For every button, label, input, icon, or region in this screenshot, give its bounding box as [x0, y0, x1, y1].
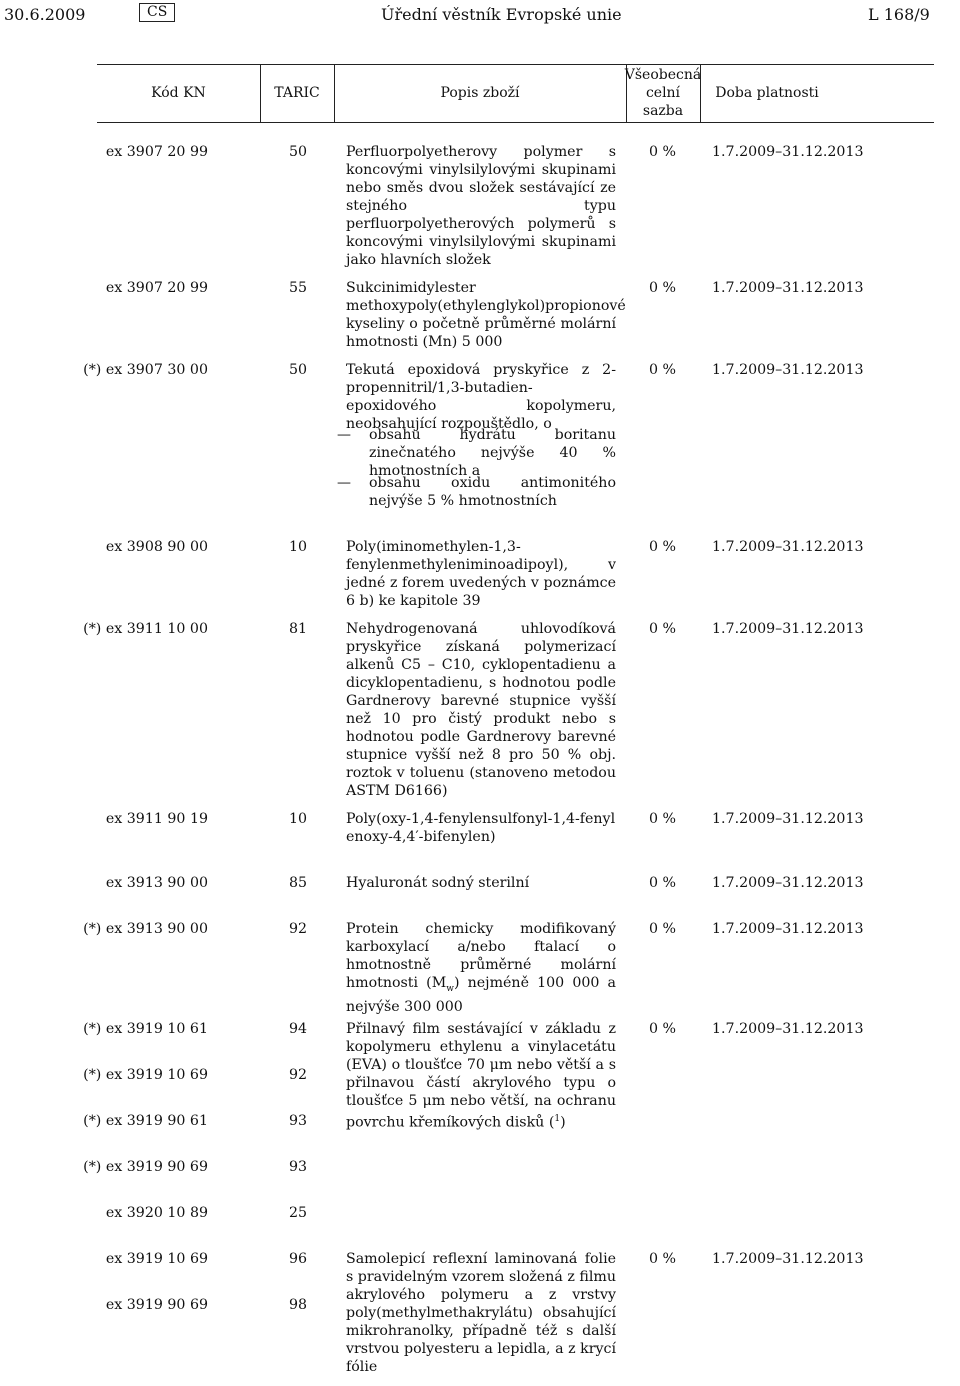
duty-rate: 0 %: [649, 921, 677, 937]
taric-code: 10: [289, 539, 308, 555]
duty-rate: 0 %: [649, 280, 677, 296]
duty-rate: 0 %: [649, 1251, 677, 1267]
kn-code: ex 3907 20 99: [105, 280, 208, 296]
kn-code: ex 3907 20 99: [105, 144, 208, 160]
kn-code: (*) ex 3919 10 69: [83, 1067, 208, 1083]
kn-code: ex 3919 10 69: [105, 1251, 208, 1267]
column-header-duty-rate: Všeobecná celní sazba: [624, 67, 702, 119]
page-number: L 168/9: [868, 5, 930, 24]
goods-description: Tekutá epoxidová pryskyřice z 2-propennitril/1,3-butadien-epoxidového kopolymeru, neobsahující rozpouštědlo, o: [346, 362, 616, 432]
goods-description: Perfluorpolyetherovy polymer s koncovými vinylsilylovými skupinami nebo směs dvou složek sestávající ze stejného typu perfluorpolyetherových polymerů s koncovými vinylsilylovými skupinami jako hlavních složek: [346, 144, 616, 268]
validity-period: 1.7.2009–31.12.2013: [712, 144, 864, 160]
taric-code: 81: [289, 621, 308, 637]
column-header-kn: Kód KN: [151, 85, 206, 101]
kn-code: ex 3911 90 19: [105, 811, 208, 827]
taric-code: 94: [289, 1021, 308, 1037]
taric-code: 55: [289, 280, 308, 296]
goods-description: Přilnavý film sestávající v základu z kopolymeru ethylenu a vinylacetátu (EVA) o tloušťce 70 μm nebo větší a s přilnavou částí akrylového typu o tloušťce 5 μm nebo větší, na ochranu povrchu křemíkových disků ($^1$): [346, 1021, 616, 1131]
taric-code: 92: [289, 1067, 308, 1083]
publication-date: 30.6.2009: [4, 5, 86, 24]
validity-period: 1.7.2009–31.12.2013: [712, 1021, 864, 1037]
kn-code: ex 3920 10 89: [105, 1205, 208, 1221]
dash-bullet: —: [337, 427, 351, 443]
taric-code: 93: [289, 1113, 308, 1129]
goods-description: Sukcinimidylester methoxypoly(ethylenglykol)propionové kyseliny o početně průměrné molární hmotnosti (Mn) 5 000: [346, 280, 626, 350]
duty-rate: 0 %: [649, 1021, 677, 1037]
kn-code: ex 3919 90 69: [105, 1297, 208, 1313]
column-header-taric: TARIC: [274, 85, 320, 101]
duty-rate: 0 %: [649, 875, 677, 891]
description-item: obsahu hydrátu boritanu zinečnatého nejvýše 40 % hmotnostních a: [369, 427, 616, 479]
goods-description: Poly(oxy-1,4-fenylensulfonyl-1,4-fenylenoxy-4,4′-bifenylen): [346, 811, 616, 845]
dash-bullet: —: [337, 475, 351, 491]
kn-code: (*) ex 3919 10 61: [83, 1021, 208, 1037]
goods-description: Poly(iminomethylen-1,3-fenylenmethyleniminoadipoyl), v jedné z forem uvedených v poznámce 6 b) ke kapitole 39: [346, 539, 616, 609]
validity-period: 1.7.2009–31.12.2013: [712, 362, 864, 378]
validity-period: 1.7.2009–31.12.2013: [712, 1251, 864, 1267]
description-item: obsahu oxidu antimonitého nejvýše 5 % hmotnostních: [369, 475, 616, 509]
taric-code: 93: [289, 1159, 308, 1175]
kn-code: (*) ex 3911 10 00: [83, 621, 208, 637]
duty-rate: 0 %: [649, 621, 677, 637]
goods-description: Samolepicí reflexní laminovaná folie s pravidelným vzorem složená z filmu akrylového polymeru a z vrstvy poly(methylmethakrylátu) obsahující mikrohranolky, případně též s další vrstvou polyesteru a lepidla, a z krycí fólie: [346, 1251, 616, 1375]
taric-code: 96: [289, 1251, 308, 1267]
taric-code: 92: [289, 921, 308, 937]
journal-title: Úřední věstník Evropské unie: [381, 5, 622, 24]
taric-code: 50: [289, 144, 308, 160]
taric-code: 25: [289, 1205, 308, 1221]
validity-period: 1.7.2009–31.12.2013: [712, 875, 864, 891]
footnote-ref[interactable]: 1: [554, 1114, 561, 1124]
validity-period: 1.7.2009–31.12.2013: [712, 280, 864, 296]
kn-code: (*) ex 3919 90 61: [83, 1113, 208, 1129]
validity-period: 1.7.2009–31.12.2013: [712, 811, 864, 827]
kn-code: (*) ex 3907 30 00: [83, 362, 208, 378]
page-header: [0, 0, 960, 28]
duty-rate: 0 %: [649, 539, 677, 555]
kn-code: ex 3908 90 00: [105, 539, 208, 555]
validity-period: 1.7.2009–31.12.2013: [712, 921, 864, 937]
duty-rate: 0 %: [649, 362, 677, 378]
taric-code: 85: [289, 875, 308, 891]
taric-code: 98: [289, 1297, 308, 1313]
taric-code: 10: [289, 811, 308, 827]
duty-rate: 0 %: [649, 144, 677, 160]
language-badge: CS: [139, 3, 175, 22]
validity-period: 1.7.2009–31.12.2013: [712, 621, 864, 637]
kn-code: (*) ex 3913 90 00: [83, 921, 208, 937]
table-header-bottom-rule: [97, 122, 934, 123]
kn-code: ex 3913 90 00: [105, 875, 208, 891]
validity-period: 1.7.2009–31.12.2013: [712, 539, 864, 555]
goods-description: Nehydrogenovaná uhlovodíková pryskyřice získaná polymerizací alkenů C5 – C10, cyklopentadienu a dicyklopentadienu, s hodnotou podle Gardnerovy barevné stupnice vyšší než 10 pro čistý produkt nebo s hodnotou podle Gardnerovy barevné stupnice vyšší než 8 pro 50 % obj. roztok v toluenu (stanoveno metodou ASTM D6166): [346, 621, 616, 799]
goods-description: Hyaluronát sodný sterilní: [346, 875, 530, 891]
taric-code: 50: [289, 362, 308, 378]
duty-rate: 0 %: [649, 811, 677, 827]
column-header-description: Popis zboží: [440, 85, 520, 101]
column-header-validity: Doba platnosti: [715, 85, 819, 101]
goods-description: Protein chemicky modifikovaný karboxylací a/nebo ftalací o hmotnostně průměrné molární hmotnosti $(M_w)$ nejméně 100 000 a nejvýše 300 000: [346, 921, 617, 1015]
kn-code: (*) ex 3919 90 69: [83, 1159, 208, 1175]
